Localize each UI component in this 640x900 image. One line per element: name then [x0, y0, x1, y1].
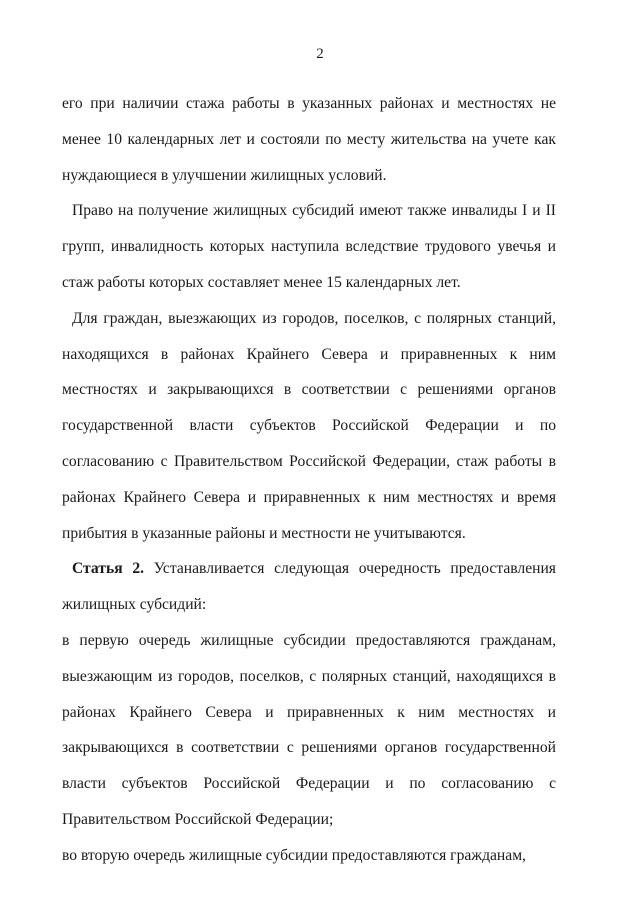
- paragraph-continuation: его при наличии стажа работы в указанных районах и местностях не менее 10 календарных лет и состояли по месту жительства на учете как нуждающиеся в улучшении жилищных условий.: [62, 95, 556, 184]
- paragraph-disability-right: [62, 193, 556, 300]
- paragraph-second-priority: [62, 838, 556, 874]
- paragraph-first-priority: [62, 623, 556, 838]
- paragraph-text: во вторую очередь жилищные субсидии предоставляются гражданам,: [62, 846, 526, 864]
- article-label: Статья 2.: [72, 560, 145, 578]
- paragraph-text: Право на получение жилищных субсидий имеют также инвалиды I и II групп, инвалидность которых наступила вследствие трудового увечья и стаж работы которых составляет менее 15 календарных лет.: [62, 202, 556, 291]
- paragraph-text: Устанавливается следующая очередность предоставления жилищных субсидий:: [62, 560, 556, 614]
- paragraph-text: Для граждан, выезжающих из городов, поселков, с полярных станций, находящихся в районах Крайнего Севера и приравненных к ним местностях и закрывающихся в соответствии с решениями органов государственной власти субъектов Российской Федерации и по согласованию с Правительством Российской Федерации, стаж работы в районах Крайнего Севера и приравненных к ним местностях и время прибытия в указанные районы и местности не учитываются.: [62, 309, 556, 542]
- document-body: [62, 86, 556, 874]
- paragraph-text: в первую очередь жилищные субсидии предоставляются гражданам, выезжающим из городов, поселков, с полярных станций, находящихся в районах Крайнего Севера и приравненных к ним местностях и закрывающихся в соответствии с решениями органов государственной власти субъектов Российской Федерации и по согласованию с Правительством Российской Федерации;: [62, 631, 556, 828]
- paragraph-relocation-exemption: [62, 301, 556, 552]
- article-2-paragraph: [62, 551, 556, 623]
- page-number: 2: [316, 46, 324, 62]
